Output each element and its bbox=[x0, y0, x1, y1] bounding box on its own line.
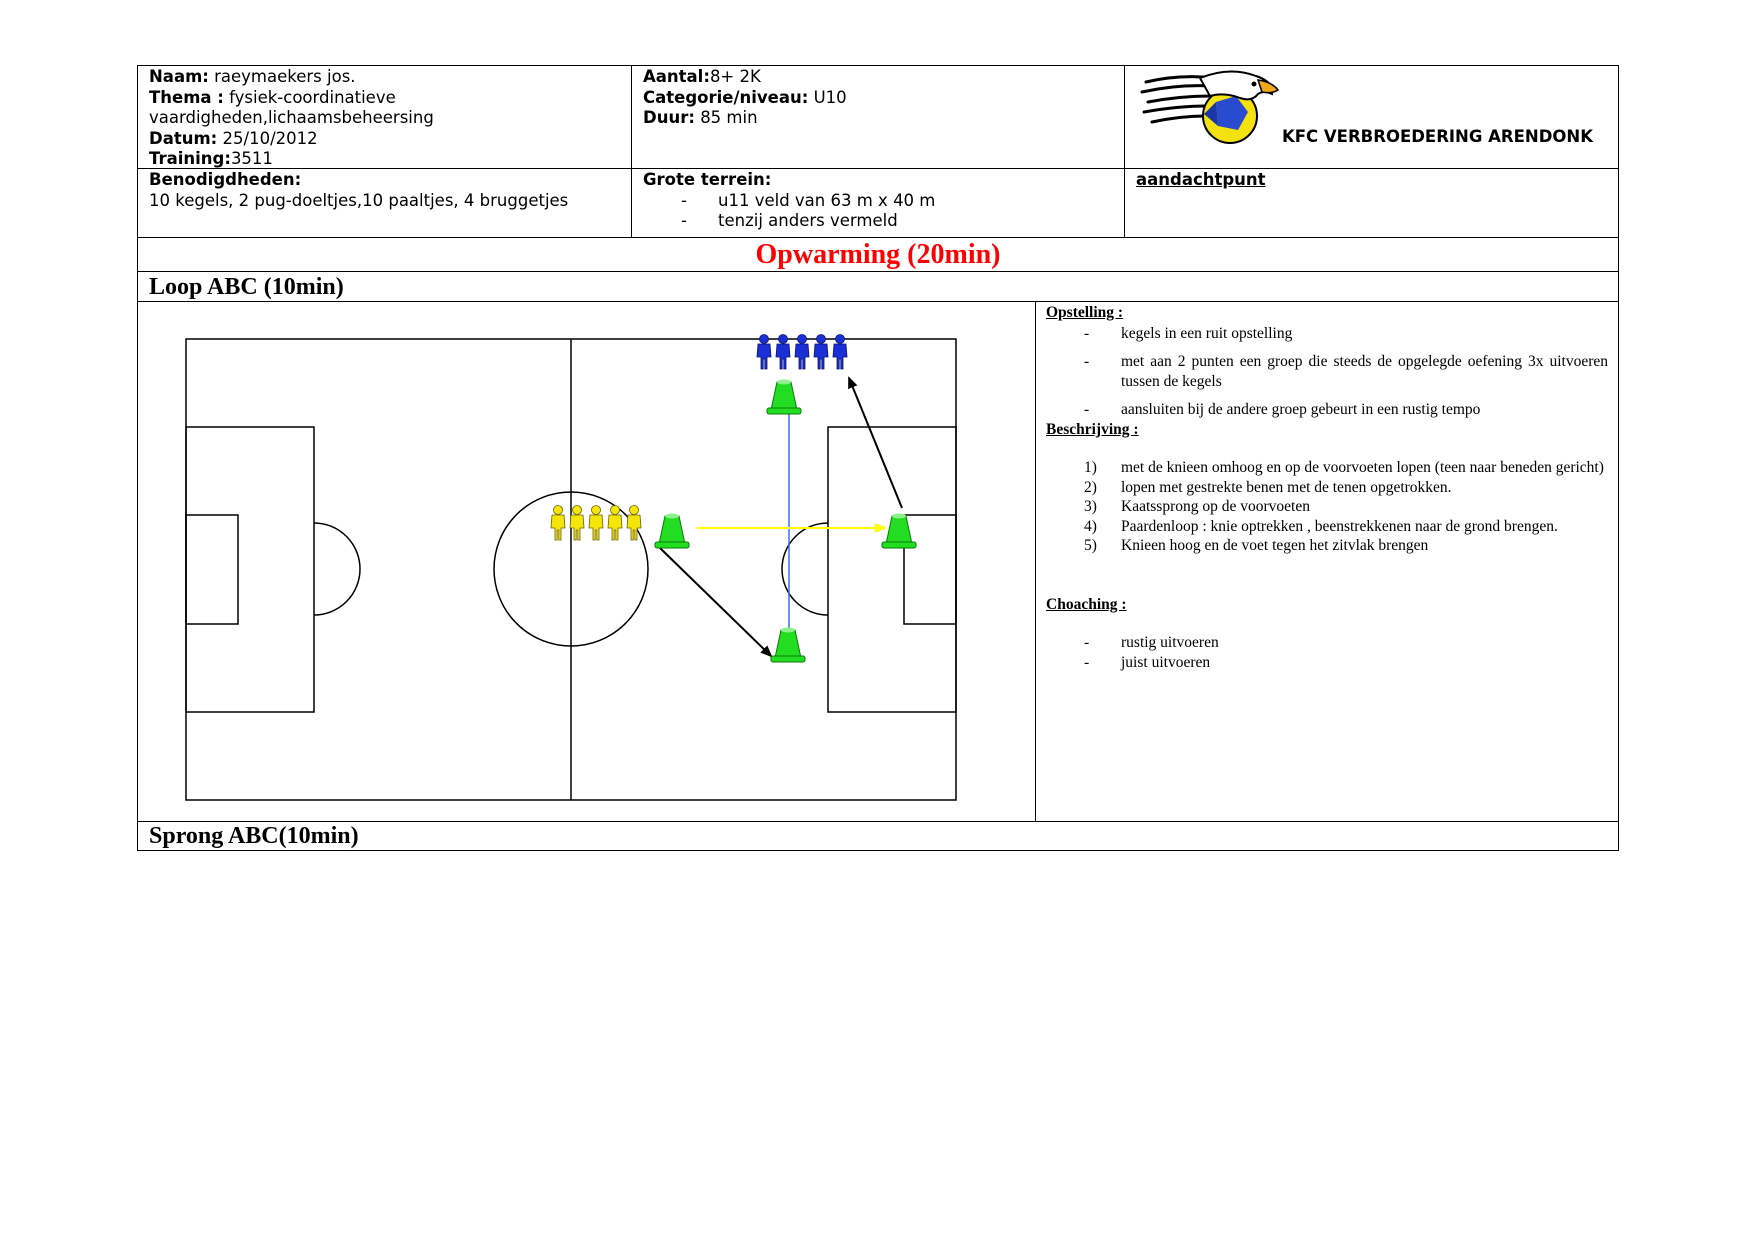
terrein-label: Grote terrein: bbox=[643, 170, 772, 189]
opstelling-item: - aansluiten bij de andere groep gebeurt in een rustig tempo bbox=[1084, 401, 1481, 418]
exercise-description bbox=[1046, 303, 1608, 672]
player-yellow bbox=[551, 506, 565, 541]
thema-value: fysiek-coordinatieve bbox=[229, 87, 396, 107]
right-goal-area bbox=[904, 515, 956, 624]
coaching-item: - rustig uitvoeren bbox=[1084, 634, 1219, 651]
player-yellow bbox=[589, 506, 603, 541]
players-yellow bbox=[551, 506, 641, 541]
thema-value-cont: vaardigheden,lichaamsbeheersing bbox=[149, 108, 434, 127]
cone-top bbox=[767, 380, 801, 415]
beschrijving-item: 1) met de knieen omhoog en op de voorvoeten lopen (teen naar beneden gericht) bbox=[1084, 459, 1604, 476]
beschrijving-item: 4) Paardenloop : knie optrekken , beenstrekkenen naar de grond brengen. bbox=[1084, 517, 1558, 535]
datum-value: 25/10/2012 bbox=[222, 128, 318, 148]
aantal-label: Aantal: bbox=[643, 67, 710, 86]
training-value: 3511 bbox=[230, 149, 273, 168]
duur-value: 85 min bbox=[700, 108, 758, 127]
beschrijving-item: 2) lopen met gestrekte benen met de tenen opgetrokken. bbox=[1084, 478, 1452, 496]
warmup-title: Opwarming (20min) bbox=[755, 239, 1001, 270]
aantal-value: 8+ 2K bbox=[709, 67, 761, 86]
opstelling-title: Opstelling : bbox=[1046, 304, 1124, 321]
cone-right bbox=[882, 514, 916, 549]
arrow-black-diagonal bbox=[660, 548, 771, 656]
beschrijving-item: 3) Kaatssprong op de voorvoeten bbox=[1084, 498, 1310, 515]
arrow-black-up bbox=[849, 378, 902, 508]
left-penalty-arc bbox=[314, 523, 360, 615]
player-yellow bbox=[627, 506, 641, 541]
terrein-item: - tenzij anders vermeld bbox=[681, 211, 898, 230]
duur-label: Duur: bbox=[643, 108, 695, 127]
right-penalty-area bbox=[828, 427, 956, 712]
beschrijving-title: Beschrijving : bbox=[1046, 420, 1139, 438]
training-label: Training: bbox=[149, 149, 231, 168]
naam-label: Naam: bbox=[149, 67, 209, 86]
club-name: KFC VERBROEDERING ARENDONK bbox=[1282, 127, 1594, 146]
beschrijving-item: 5) Knieen hoog en de voet tegen het zitvlak brengen bbox=[1084, 537, 1429, 554]
thema-label: Thema : bbox=[149, 87, 224, 107]
benodigdheden-value: 10 kegels, 2 pug-doeltjes,10 paaltjes, 4 bruggetjes bbox=[149, 190, 569, 210]
benodigdheden-label: Benodigdheden: bbox=[149, 170, 302, 189]
player-yellow bbox=[570, 506, 584, 541]
opstelling-item: - kegels in een ruit opstelling bbox=[1084, 324, 1293, 342]
terrein-item: - u11 veld van 63 m x 40 m bbox=[681, 190, 936, 210]
aandachtpunt-label: aandachtpunt bbox=[1136, 170, 1266, 189]
left-goal-area bbox=[186, 515, 238, 624]
categorie-value: U10 bbox=[813, 87, 847, 107]
section-title-sprong: Sprong ABC(10min) bbox=[149, 823, 359, 849]
cone-bottom bbox=[771, 628, 805, 663]
section-title-loop: Loop ABC (10min) bbox=[149, 274, 344, 300]
categorie-label: Categorie/niveau: bbox=[643, 87, 809, 107]
naam-value: raeymaekers jos. bbox=[214, 67, 356, 86]
player-yellow bbox=[608, 506, 622, 541]
datum-label: Datum: bbox=[149, 128, 218, 148]
cone-left bbox=[655, 514, 689, 549]
opstelling-item: - met aan 2 punten een groep die steeds de opgelegde oefening 3x uitvoeren tussen de kegels bbox=[1084, 353, 1608, 390]
left-penalty-area bbox=[186, 427, 314, 712]
coaching-title: Choaching : bbox=[1046, 595, 1127, 613]
coaching-item: - juist uitvoeren bbox=[1084, 653, 1211, 671]
